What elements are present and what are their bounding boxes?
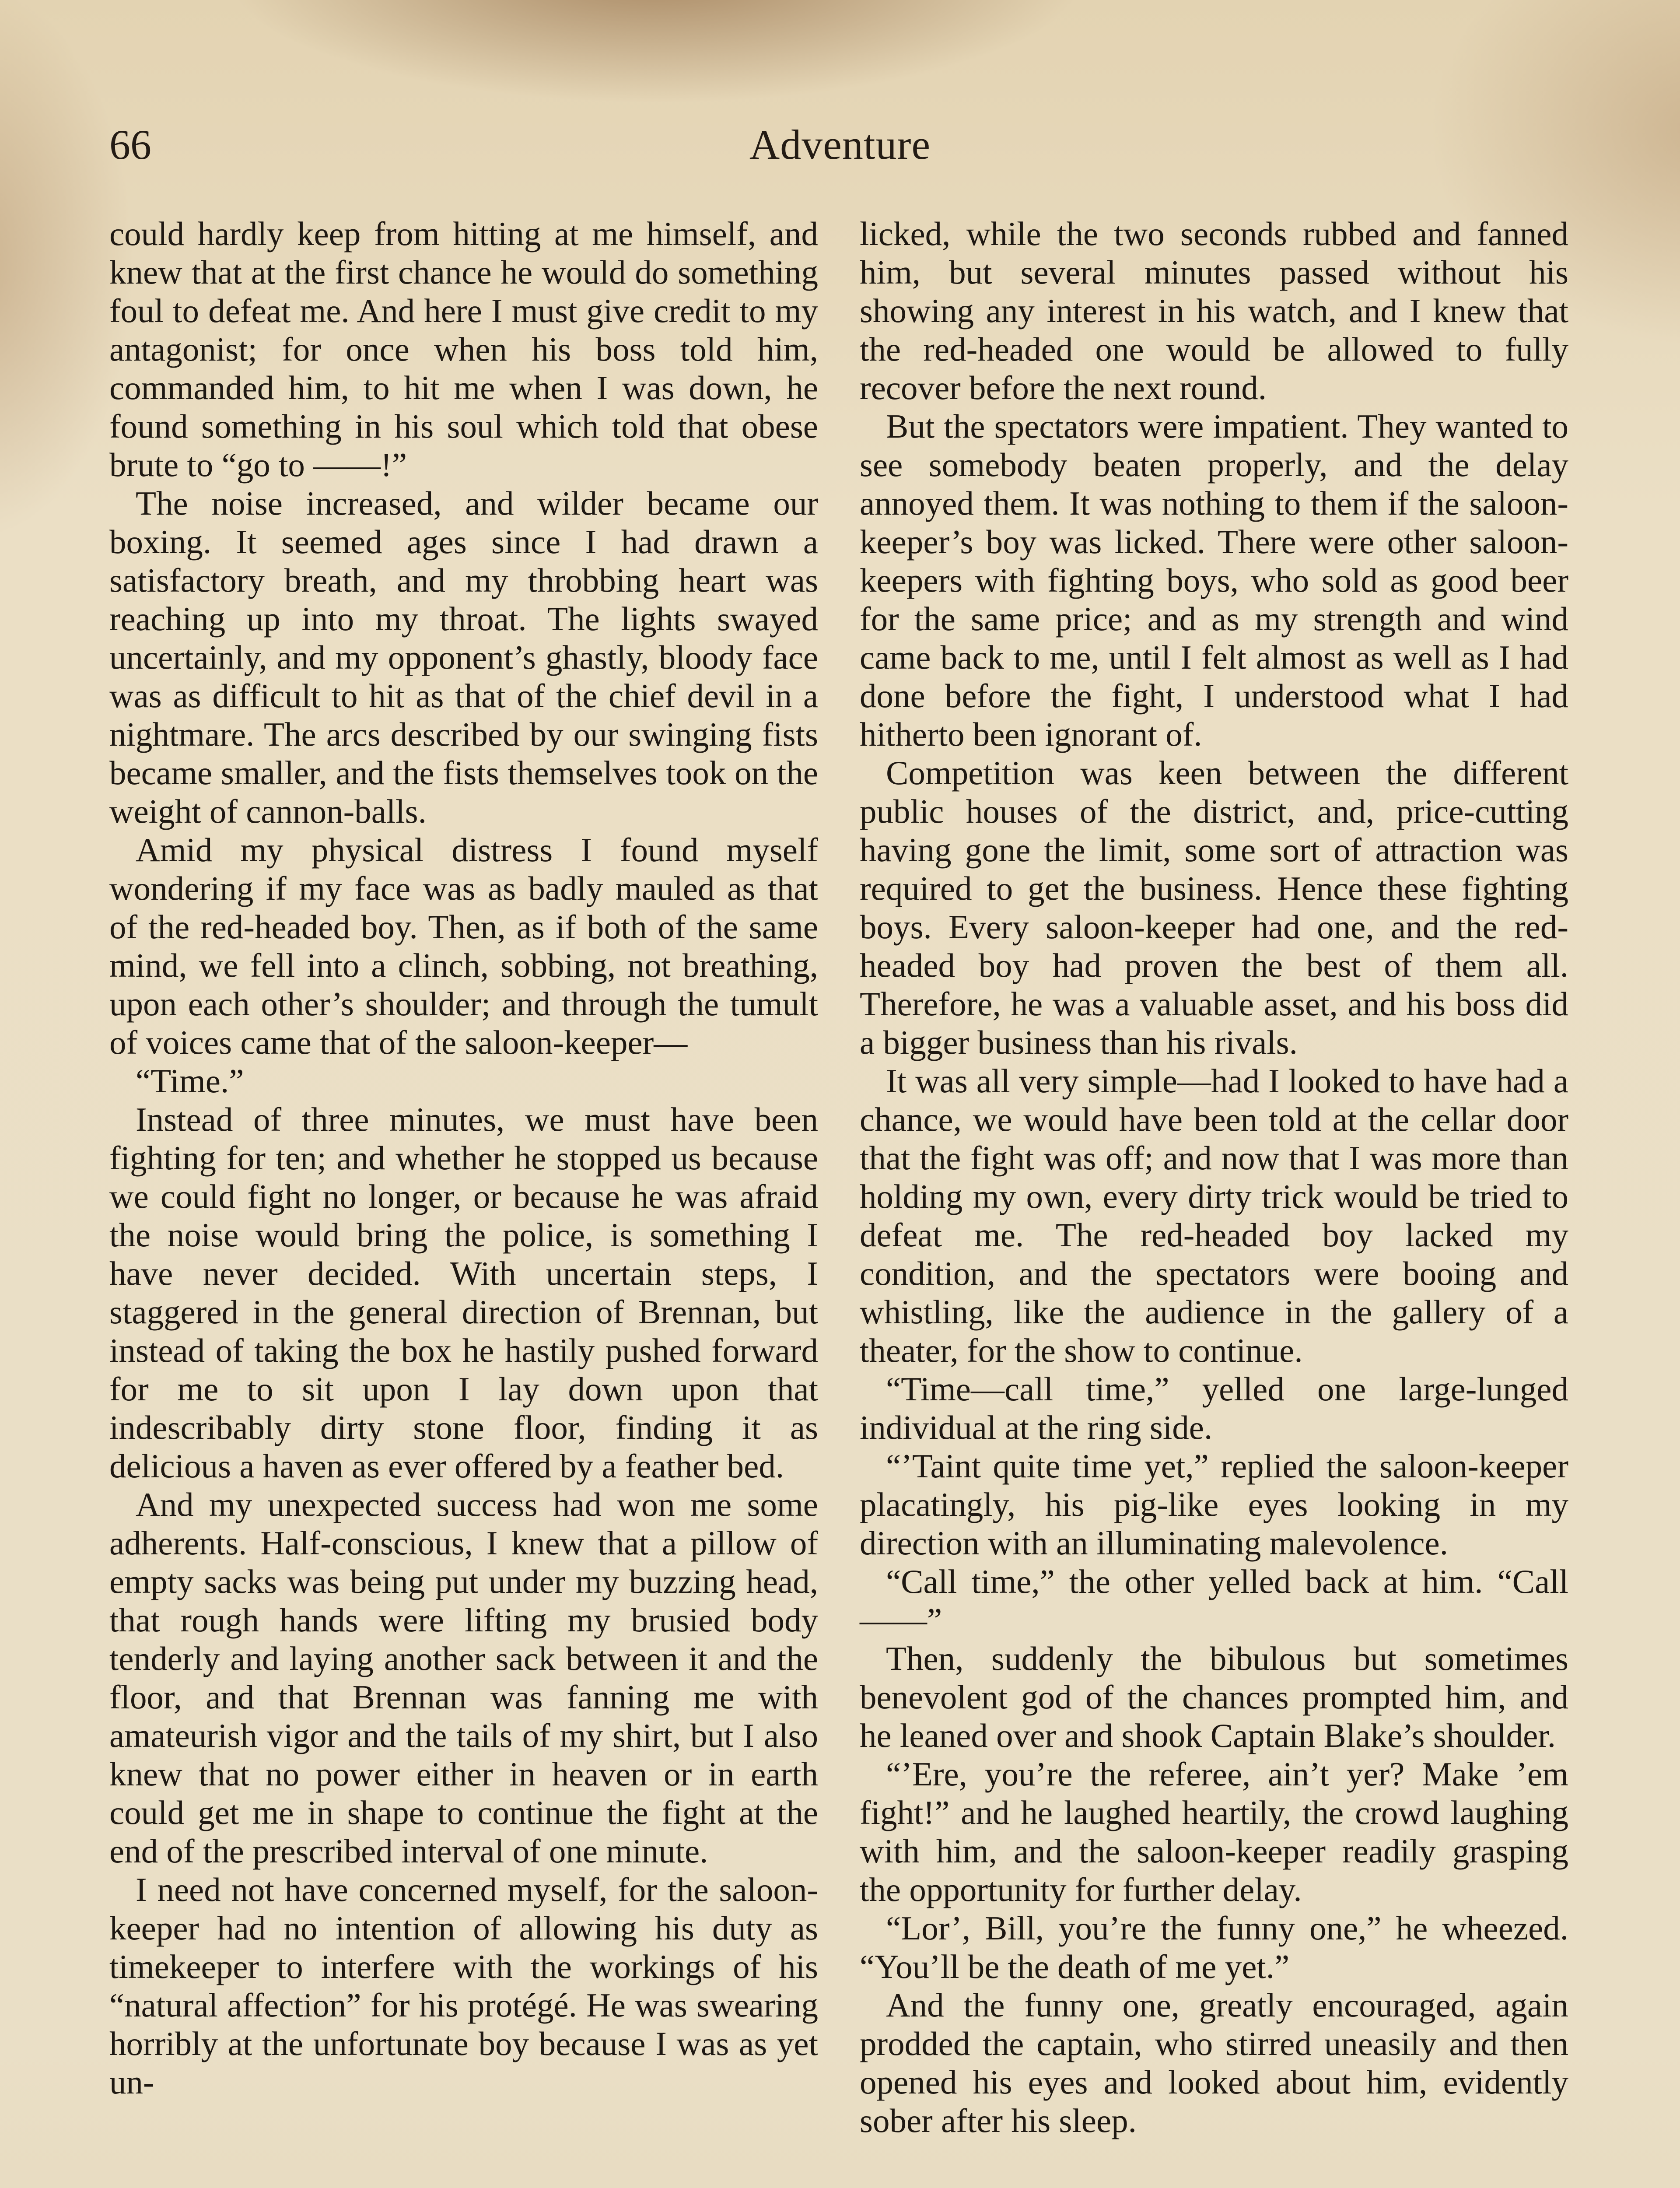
paragraph: Then, suddenly the bibulous but sometimes benevolent god of the chances prompted him, and he leaned over and shook Captain Blake’s shoulder. xyxy=(860,1640,1568,1754)
paragraph: The noise increased, and wilder became our boxing. It seemed ages since I had drawn a satisfactory breath, and my throbbing heart was reaching up into my throat. The lights swayed uncertainly, and my opponent’s ghastly, bloody face was as difficult to hit as that of the chief devil in a nightmare. The arcs described by our swinging fists became smaller, and the fists themselves took on the weight of cannon-balls. xyxy=(109,484,818,830)
left-text-column xyxy=(109,214,818,2101)
paragraph: “Time.” xyxy=(136,1062,244,1100)
paragraph: “Lor’, Bill, you’re the funny one,” he wheezed. “You’ll be the death of me yet.” xyxy=(860,1909,1568,1985)
paragraph: Competition was keen between the different public houses of the district, and, price-cutting having gone the limit, some sort of attraction was required to get the business. Hence these fighting boys. Every saloon-keeper had one, and the red-headed boy had proven the best of them all. Therefore, he was a valuable asset, and his boss did a bigger business than his rivals. xyxy=(860,754,1568,1061)
paragraph: Amid my physical distress I found myself wondering if my face was as badly mauled as that of the red-headed boy. Then, as if both of the same mind, we fell into a clinch, sobbing, not breathing, upon each other’s shoulder; and through the tumult of voices came that of the saloon-keeper— xyxy=(109,831,818,1061)
paragraph: could hardly keep from hitting at me himself, and knew that at the first chance he would do something foul to defeat me. And here I must give credit to my antagonist; for once when his boss told him, commanded him, to hit me when I was down, he found something in his soul which told that obese brute to “go to ——!” xyxy=(109,215,818,484)
running-head-title: Adventure xyxy=(749,121,931,168)
paragraph: I need not have concerned myself, for the saloon-keeper had no intention of allowing his duty as timekeeper to interfere with the workings of his “natural affection” for his protégé. He was swearing horribly at the unfortunate boy because I was as yet un- xyxy=(109,1871,818,2101)
paragraph: licked, while the two seconds rubbed and fanned him, but several minutes passed without his showing any interest in his watch, and I knew that the red-headed one would be allowed to fully recover before the next round. xyxy=(860,215,1568,407)
paragraph: “’Ere, you’re the referee, ain’t yer? Make ’em fight!” and he laughed heartily, the crowd laughing with him, and the saloon-keeper readily grasping the opportunity for further delay. xyxy=(860,1755,1568,1908)
paragraph: “’Taint quite time yet,” replied the saloon-keeper placatingly, his pig-like eyes looking in my direction with an illuminating malevolence. xyxy=(860,1447,1568,1562)
paragraph: But the spectators were impatient. They wanted to see somebody beaten properly, and the delay annoyed them. It was nothing to them if the saloon-keeper’s boy was licked. There were other saloon-keepers with fighting boys, who sold as good beer for the same price; and as my strength and wind came back to me, until I felt almost as well as I had done before the fight, I understood what I had hitherto been ignorant of. xyxy=(860,407,1568,753)
paragraph: “Call time,” the other yelled back at him. “Call——” xyxy=(860,1563,1568,1639)
page-header xyxy=(109,120,1571,177)
paragraph: And my unexpected success had won me some adherents. Half-conscious, I knew that a pillow of empty sacks was being put under my buzzing head, that rough hands were lifting my brusied body tenderly and laying another sack between it and the floor, and that Brennan was fanning me with amateurish vigor and the tails of my shirt, but I also knew that no power either in heaven or in earth could get me in shape to continue the fight at the end of the prescribed interval of one minute. xyxy=(109,1486,818,1870)
page-number: 66 xyxy=(109,121,151,168)
paragraph: And the funny one, greatly encouraged, again prodded the captain, who stirred uneasily and then opened his eyes and looked about him, evidently sober after his sleep. xyxy=(860,1986,1568,2139)
paragraph: It was all very simple—had I looked to have had a chance, we would have been told at the cellar door that the fight was off; and now that I was more than holding my own, every dirty trick would be tried to defeat me. The red-headed boy lacked my condition, and the spectators were booing and whistling, like the audience in the gallery of a theater, for the show to continue. xyxy=(860,1062,1568,1369)
paragraph: Instead of three minutes, we must have been fighting for ten; and whether he stopped us because we could fight no longer, or because he was afraid the noise would bring the police, is something I have never decided. With uncertain steps, I staggered in the general direction of Brennan, but instead of taking the box he hastily pushed forward for me to sit upon I lay down upon that indescribably dirty stone floor, finding it as delicious a haven as ever offered by a feather bed. xyxy=(109,1101,818,1485)
right-text-column xyxy=(860,214,1568,2140)
paragraph: “Time—call time,” yelled one large-lunged individual at the ring side. xyxy=(860,1370,1568,1446)
